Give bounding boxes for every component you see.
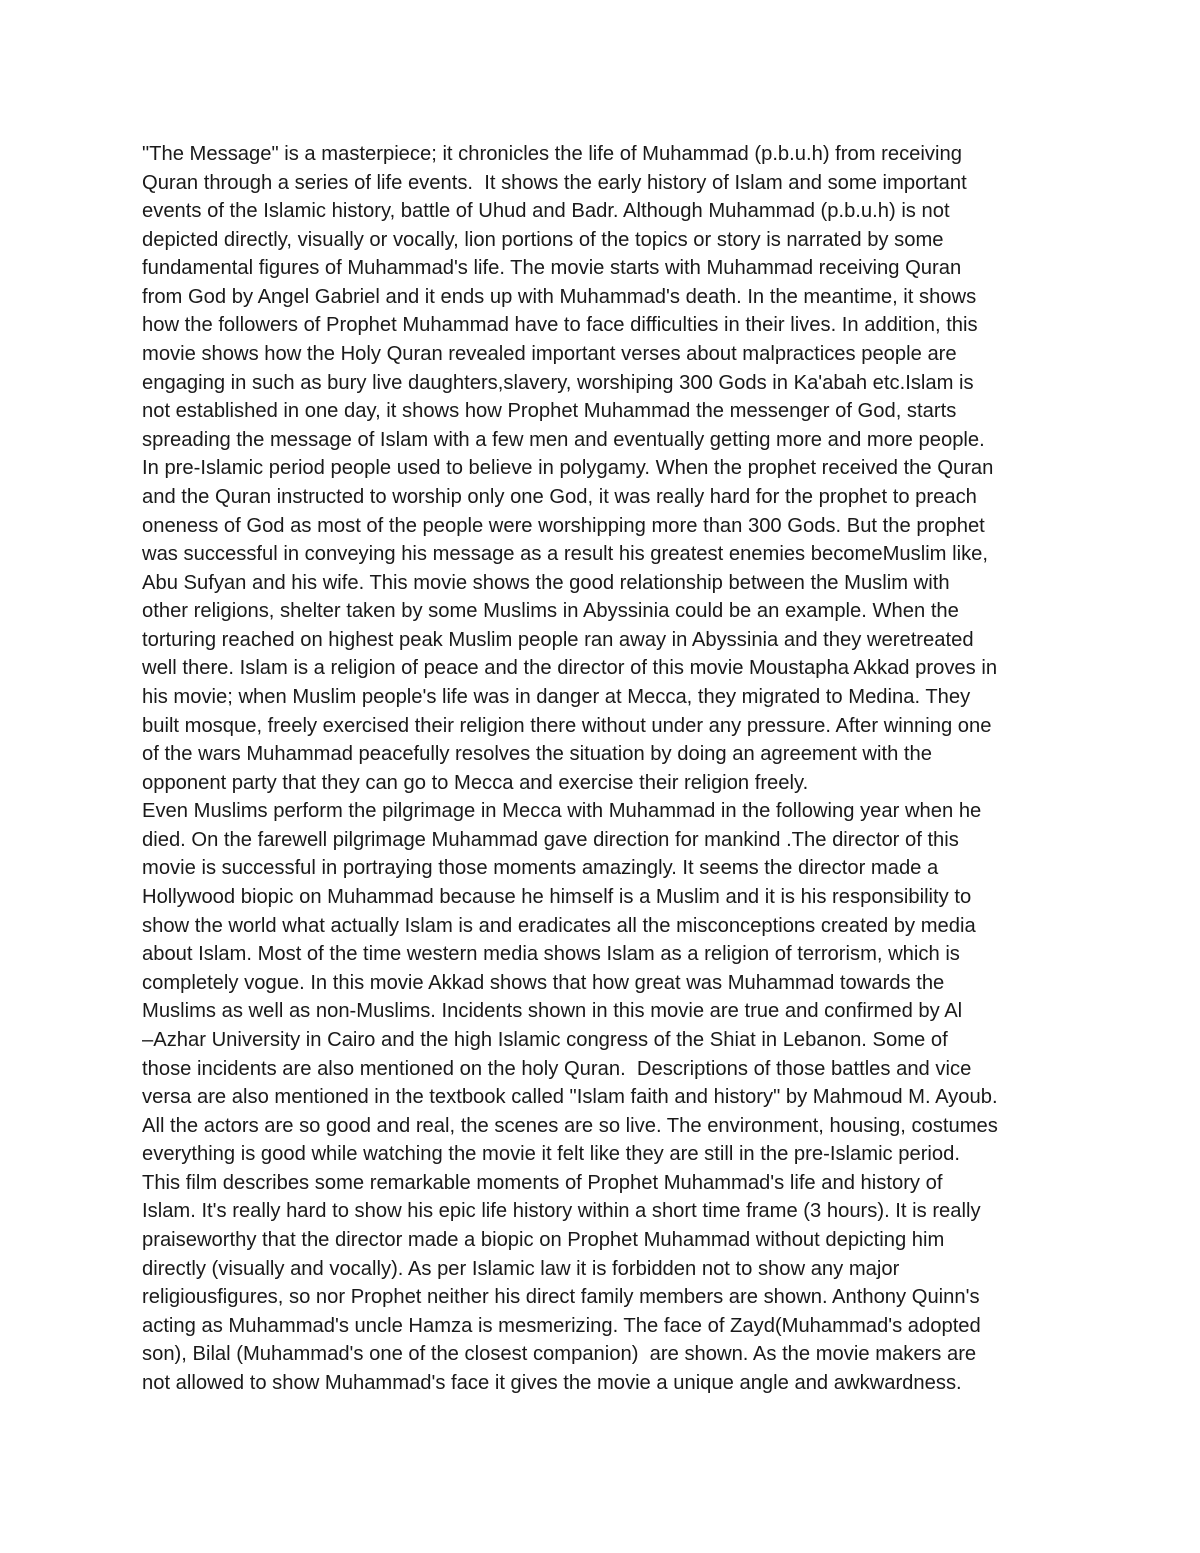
text-line: fundamental figures of Muhammad's life. The movie starts with Muhammad receiving Quran	[142, 257, 962, 280]
text-line: Even Muslims perform the pilgrimage in Mecca with Muhammad in the following year when he	[142, 800, 982, 823]
text-line: praiseworthy that the director made a biopic on Prophet Muhammad without depicting him	[142, 1228, 945, 1251]
text-line: movie shows how the Holy Quran revealed important verses about malpractices people are	[142, 343, 957, 366]
text-line: and the Quran instructed to worship only one God, it was really hard for the prophet to preach	[142, 485, 977, 508]
text-line: was successful in conveying his message as a result his greatest enemies becomeMuslim like,	[142, 543, 989, 566]
text-line: religiousfigures, so nor Prophet neither his direct family members are shown. Anthony Quinn's	[142, 1286, 980, 1309]
text-line: versa are also mentioned in the textbook called "Islam faith and history" by Mahmoud M. Ayoub.	[142, 1086, 998, 1109]
text-line: –Azhar University in Cairo and the high Islamic congress of the Shiat in Lebanon. Some of	[142, 1028, 948, 1051]
text-line: opponent party that they can go to Mecca and exercise their religion freely.	[142, 771, 809, 794]
text-line: not established in one day, it shows how Prophet Muhammad the messenger of God, starts	[142, 400, 957, 423]
text-line: Abu Sufyan and his wife. This movie shows the good relationship between the Muslim with	[142, 571, 950, 594]
text-line: show the world what actually Islam is and eradicates all the misconceptions created by media	[142, 914, 976, 937]
text-line: of the wars Muhammad peacefully resolves the situation by doing an agreement with the	[142, 743, 932, 766]
text-line: everything is good while watching the movie it felt like they are still in the pre-Islamic period.	[142, 1143, 960, 1166]
text-line: movie is successful in portraying those moments amazingly. It seems the director made a	[142, 857, 939, 880]
text-line: from God by Angel Gabriel and it ends up with Muhammad's death. In the meantime, it shows	[142, 285, 977, 308]
text-line: Hollywood biopic on Muhammad because he himself is a Muslim and it is his responsibility to	[142, 886, 972, 909]
text-line: directly (visually and vocally). As per Islamic law it is forbidden not to show any major	[142, 1257, 900, 1280]
text-line: not allowed to show Muhammad's face it gives the movie a unique angle and awkwardness.	[142, 1371, 962, 1394]
text-line: spreading the message of Islam with a few men and eventually getting more and more people.	[142, 428, 985, 451]
text-line: well there. Islam is a religion of peace and the director of this movie Moustapha Akkad proves in	[142, 657, 998, 680]
text-line: depicted directly, visually or vocally, lion portions of the topics or story is narrated by some	[142, 228, 944, 251]
text-line: Quran through a series of life events. It shows the early history of Islam and some important	[142, 171, 967, 194]
text-line: Muslims as well as non-Muslims. Incidents shown in this movie are true and confirmed by Al	[142, 1000, 963, 1023]
text-line: completely vogue. In this movie Akkad shows that how great was Muhammad towards the	[142, 971, 945, 994]
text-line: events of the Islamic history, battle of Uhud and Badr. Although Muhammad (p.b.u.h) is not	[142, 200, 950, 223]
text-line: oneness of God as most of the people were worshipping more than 300 Gods. But the prophet	[142, 514, 985, 537]
text-line: Islam. It's really hard to show his epic life history within a short time frame (3 hours). It is really	[142, 1200, 981, 1223]
essay-body	[142, 140, 1102, 1397]
text-line: about Islam. Most of the time western media shows Islam as a religion of terrorism, which is	[142, 943, 960, 966]
text-line: In pre-Islamic period people used to believe in polygamy. When the prophet received the Quran	[142, 457, 994, 480]
text-line: acting as Muhammad's uncle Hamza is mesmerizing. The face of Zayd(Muhammad's adopted	[142, 1314, 981, 1337]
text-line: built mosque, freely exercised their religion there without under any pressure. After winning one	[142, 714, 992, 737]
text-line: died. On the farewell pilgrimage Muhammad gave direction for mankind .The director of this	[142, 828, 959, 851]
text-line: engaging in such as bury live daughters,slavery, worshiping 300 Gods in Ka'abah etc.Islam is	[142, 371, 974, 394]
text-line: his movie; when Muslim people's life was in danger at Mecca, they migrated to Medina. They	[142, 685, 971, 708]
text-line: All the actors are so good and real, the scenes are so live. The environment, housing, costumes	[142, 1114, 998, 1137]
text-line: "The Message" is a masterpiece; it chronicles the life of Muhammad (p.b.u.h) from receiving	[142, 143, 962, 165]
text-line: other religions, shelter taken by some Muslims in Abyssinia could be an example. When the	[142, 600, 959, 623]
text-line: those incidents are also mentioned on the holy Quran. Descriptions of those battles and vice	[142, 1057, 972, 1080]
text-line: son), Bilal (Muhammad's one of the closest companion) are shown. As the movie makers are	[142, 1343, 977, 1366]
text-line: torturing reached on highest peak Muslim people ran away in Abyssinia and they weretreated	[142, 628, 974, 651]
text-line: how the followers of Prophet Muhammad have to face difficulties in their lives. In addition, this	[142, 314, 978, 337]
text-line: This film describes some remarkable moments of Prophet Muhammad's life and history of	[142, 1171, 943, 1194]
